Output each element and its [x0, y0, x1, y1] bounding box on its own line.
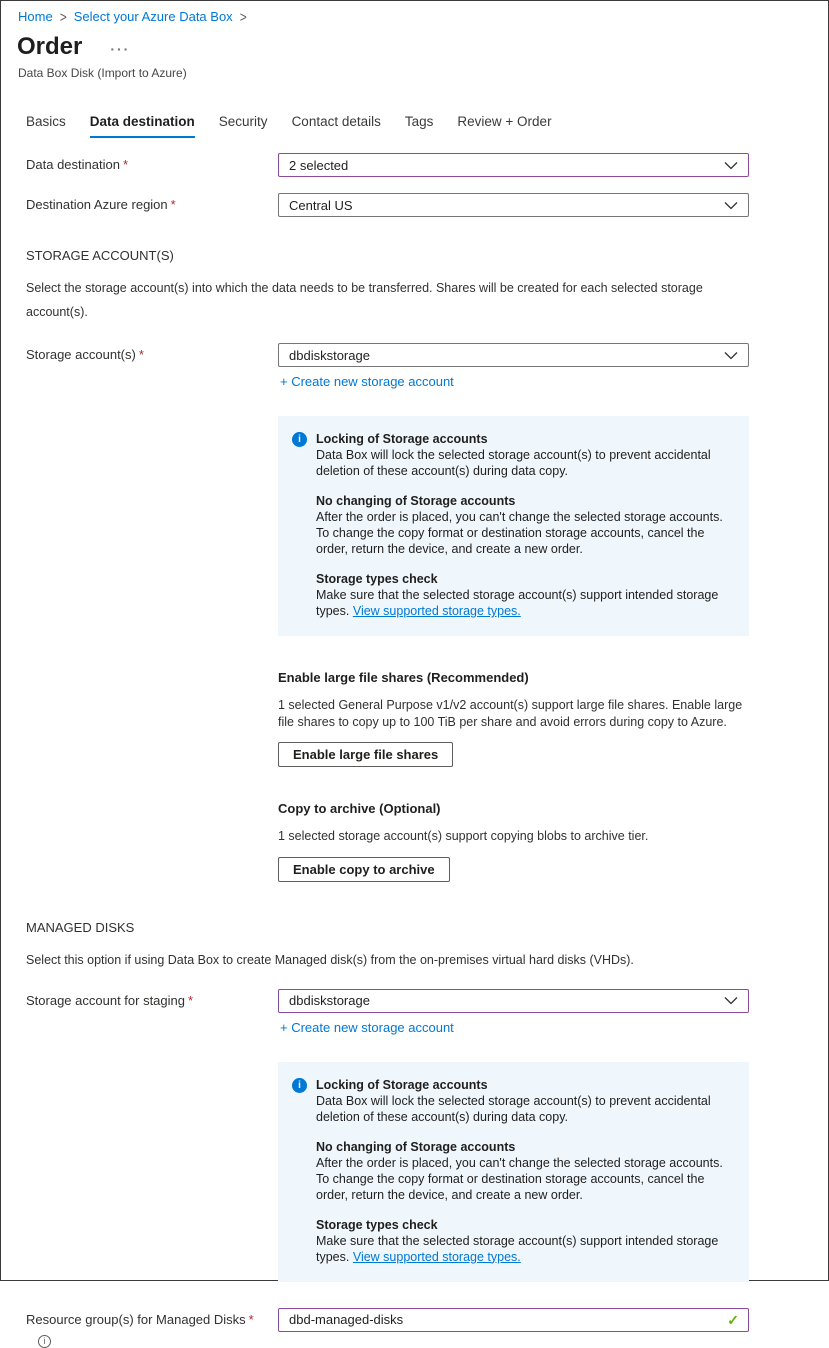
chevron-down-icon	[724, 161, 738, 170]
tooltip-info-icon[interactable]: i	[38, 1335, 51, 1348]
chevron-down-icon	[724, 351, 738, 360]
info-body: After the order is placed, you can't change the selected storage accounts. To change the copy format or destination storage accounts, cancel the order, return the device, and create a new order.	[316, 510, 723, 556]
tab-bar	[26, 114, 828, 138]
managed-disks-heading: MANAGED DISKS	[26, 919, 135, 935]
tab-tags[interactable]: Tags	[404, 114, 434, 129]
field-row-resource-group	[26, 1308, 828, 1348]
data-destination-dropdown[interactable]	[278, 153, 749, 177]
info-title: Locking of Storage accounts	[316, 1077, 488, 1092]
info-section-locking	[316, 1077, 733, 1125]
data-destination-label: Data destination *	[26, 157, 129, 172]
create-staging-storage-account-link[interactable]: + Create new storage account	[280, 1019, 454, 1035]
breadcrumb-link-select-data-box[interactable]: Select your Azure Data Box	[73, 9, 233, 24]
field-row-region	[26, 193, 828, 217]
tab-data-destination[interactable]: Data destination	[90, 114, 195, 138]
required-marker: *	[170, 197, 176, 212]
info-title: No changing of Storage accounts	[316, 1139, 516, 1154]
storage-account-label: Storage account(s) *	[26, 347, 144, 362]
required-marker: *	[138, 347, 144, 362]
info-section-no-changing	[316, 1139, 733, 1203]
order-form	[26, 153, 828, 1348]
staging-account-dropdown[interactable]	[278, 989, 749, 1013]
info-body: Make sure that the selected storage account(s) support intended storage types. View supported storage types.	[316, 1233, 719, 1264]
storage-account-value: dbdiskstorage	[289, 347, 370, 363]
page-title: Order	[17, 33, 83, 60]
view-supported-storage-types-link[interactable]: View supported storage types.	[352, 1249, 521, 1264]
view-supported-storage-types-link[interactable]: View supported storage types.	[352, 604, 521, 618]
resource-group-input[interactable]	[278, 1308, 749, 1332]
tab-basics[interactable]: Basics	[26, 114, 66, 129]
region-dropdown[interactable]	[278, 193, 749, 217]
create-storage-account-link[interactable]: + Create new storage account	[280, 374, 454, 389]
info-body: Data Box will lock the selected storage account(s) to prevent accidental deletion of these account(s) during data copy.	[316, 448, 711, 478]
info-section-storage-types	[316, 1217, 733, 1265]
required-marker: *	[122, 157, 129, 172]
storage-accounts-description: Select the storage account(s) into which the data needs to be transferred. Shares will be created for each selected storage account(s).	[26, 281, 703, 319]
info-icon: i	[292, 1078, 307, 1093]
breadcrumb-link-home[interactable]: Home	[18, 9, 53, 24]
storage-account-dropdown[interactable]	[278, 343, 749, 367]
enable-large-file-shares-button[interactable]: Enable large file shares	[278, 742, 453, 767]
valid-check-icon: ✓	[727, 1311, 739, 1328]
more-options-icon[interactable]: ···	[110, 41, 131, 57]
chevron-down-icon	[724, 201, 738, 210]
info-section-no-changing	[316, 493, 733, 557]
breadcrumb	[18, 9, 828, 24]
staging-account-value: dbdiskstorage	[289, 993, 370, 1008]
large-file-shares-heading: Enable large file shares (Recommended)	[278, 670, 529, 685]
resource-group-label: Resource group(s) for Managed Disks * i	[26, 1311, 254, 1346]
header	[17, 33, 828, 61]
field-row-staging-account	[26, 989, 828, 1035]
breadcrumb-separator-icon: >	[59, 7, 67, 26]
info-title: Storage types check	[316, 1217, 438, 1232]
region-label: Destination Azure region *	[26, 197, 176, 212]
info-title: Storage types check	[316, 572, 438, 586]
info-section-locking	[316, 431, 733, 479]
copy-to-archive-description: 1 selected storage account(s) support copying blobs to archive tier.	[278, 829, 649, 843]
staging-account-label: Storage account for staging *	[26, 992, 194, 1008]
info-title: No changing of Storage accounts	[316, 494, 516, 508]
enable-copy-to-archive-button[interactable]: Enable copy to archive	[278, 857, 450, 882]
chevron-down-icon	[724, 996, 738, 1005]
region-value: Central US	[289, 197, 353, 213]
info-body: After the order is placed, you can't change the selected storage accounts. To change the copy format or destination storage accounts, cancel the order, return the device, and create a new order.	[316, 1155, 723, 1202]
required-marker: *	[248, 1311, 254, 1327]
info-title: Locking of Storage accounts	[316, 432, 488, 446]
tab-security[interactable]: Security	[218, 114, 268, 129]
copy-to-archive-heading: Copy to archive (Optional)	[278, 801, 441, 816]
data-destination-value: 2 selected	[289, 157, 349, 173]
breadcrumb-separator-icon: >	[239, 7, 247, 26]
tab-review-order[interactable]: Review + Order	[457, 114, 552, 129]
info-body: Make sure that the selected storage account(s) support intended storage types. View supported storage types.	[316, 588, 719, 618]
info-icon: i	[292, 432, 307, 447]
field-row-data-destination	[26, 153, 828, 177]
field-row-storage-account	[26, 343, 828, 389]
required-marker: *	[188, 992, 194, 1008]
tab-contact-details[interactable]: Contact details	[291, 114, 381, 129]
page-subtitle: Data Box Disk (Import to Azure)	[18, 66, 187, 80]
storage-accounts-heading: STORAGE ACCOUNT(S)	[26, 248, 174, 263]
large-file-shares-description: 1 selected General Purpose v1/v2 account(s) support large file shares. Enable large file shares to copy up to 100 TiB per share and avoid errors during copy to Azure.	[278, 698, 743, 729]
staging-info-box	[278, 1062, 749, 1282]
info-section-storage-types	[316, 571, 733, 619]
info-body: Data Box will lock the selected storage account(s) to prevent accidental deletion of these account(s) during data copy.	[316, 1093, 711, 1124]
managed-disks-description: Select this option if using Data Box to create Managed disk(s) from the on-premises virtual hard disks (VHDs).	[26, 952, 634, 967]
storage-info-box	[278, 416, 749, 636]
